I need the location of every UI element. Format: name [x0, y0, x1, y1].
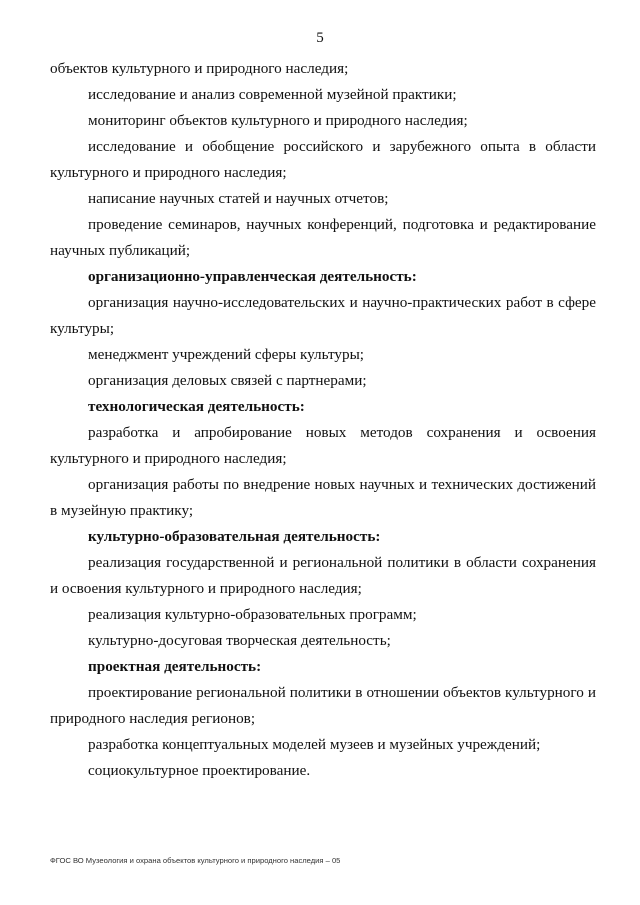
paragraph: объектов культурного и природного наследия; [50, 60, 349, 77]
paragraph: организация деловых связей с партнерами; [88, 372, 367, 389]
paragraph: культурно-досуговая творческая деятельность; [88, 632, 391, 649]
paragraph: мониторинг объектов культурного и природного наследия; [88, 112, 468, 129]
section-heading: организационно-управленческая деятельность: [88, 268, 417, 285]
paragraph: организация научно-исследовательских и научно-практических работ в сфере культуры; [50, 294, 596, 337]
paragraph: реализация государственной и региональной политики в области сохранения и освоения культурного и природного наследия; [50, 554, 596, 597]
paragraph: социокультурное проектирование. [88, 762, 311, 779]
section-heading: проектная деятельность: [88, 658, 262, 675]
paragraph: исследование и анализ современной музейной практики; [88, 86, 457, 103]
paragraph: написание научных статей и научных отчетов; [88, 190, 389, 207]
document-footer: ФГОС ВО Музеология и охрана объектов культурного и природного наследия – 05 [50, 856, 341, 865]
paragraph: проведение семинаров, научных конференций, подготовка и редактирование научных публикаций; [50, 216, 596, 259]
section-heading: культурно-образовательная деятельность: [88, 528, 381, 545]
paragraph: менеджмент учреждений сферы культуры; [88, 346, 365, 363]
paragraph: разработка и апробирование новых методов сохранения и освоения культурного и природного наследия; [50, 424, 596, 467]
paragraph: исследование и обобщение российского и зарубежного опыта в области культурного и природного наследия; [50, 138, 596, 181]
document-body [50, 56, 596, 784]
paragraph: реализация культурно-образовательных программ; [88, 606, 417, 623]
paragraph: разработка концептуальных моделей музеев и музейных учреждений; [88, 736, 541, 753]
paragraph: организация работы по внедрение новых научных и технических достижений в музейную практику; [50, 476, 596, 519]
paragraph: проектирование региональной политики в отношении объектов культурного и природного наследия регионов; [50, 684, 596, 727]
page-number: 5 [316, 30, 324, 46]
section-heading: технологическая деятельность: [88, 398, 305, 415]
